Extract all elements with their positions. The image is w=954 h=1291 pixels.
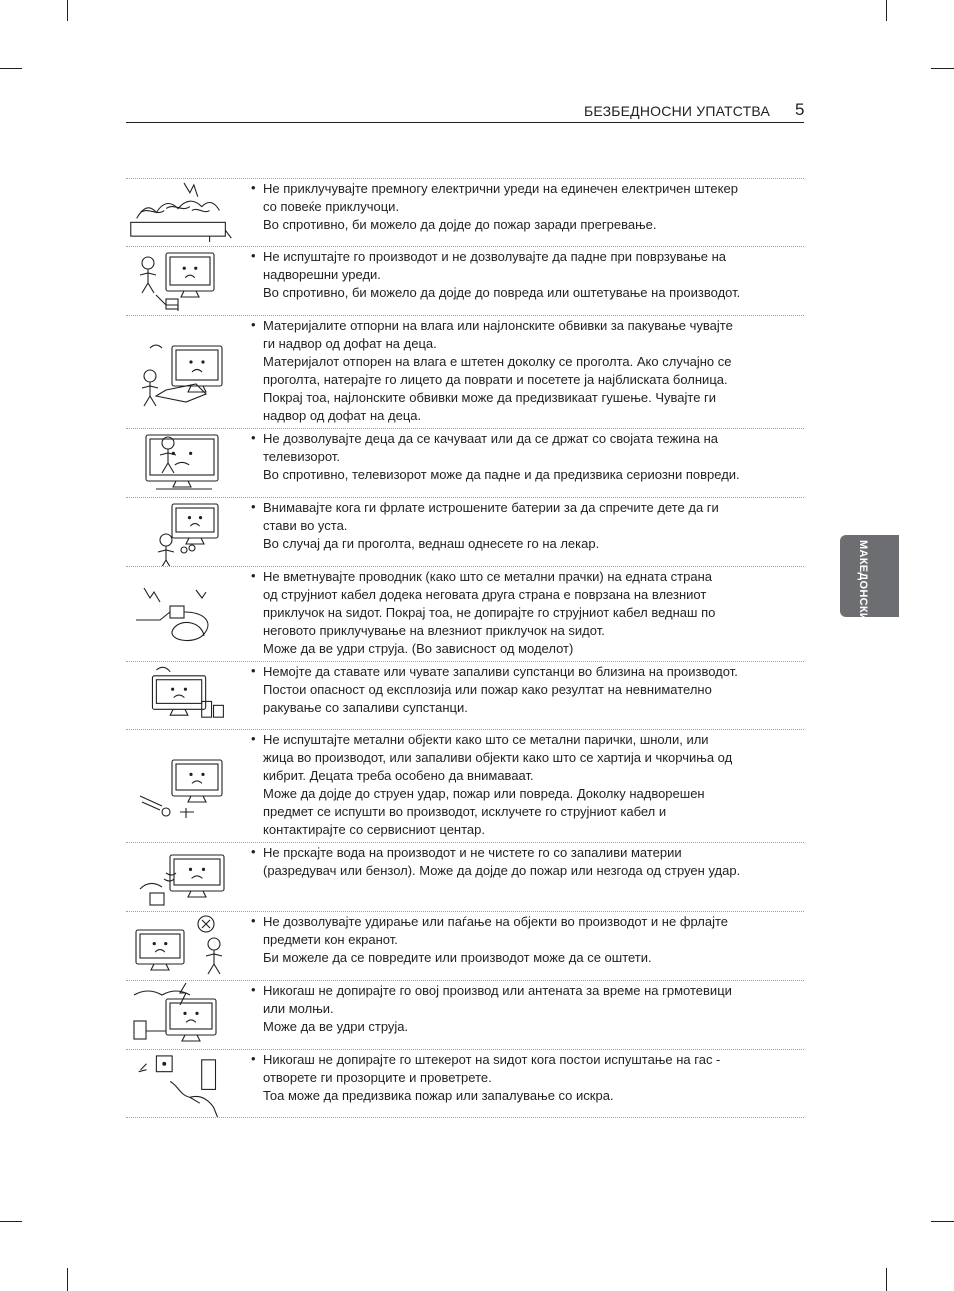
safety-row [126, 729, 804, 842]
water-spray-icon [126, 843, 238, 911]
safety-text [248, 567, 804, 658]
flammable-substances-icon [126, 662, 238, 729]
power-cord-conductor-icon [126, 567, 238, 661]
safety-row [126, 246, 804, 315]
safety-text-line: предмети кон екранот. [263, 932, 398, 947]
safety-text [248, 429, 804, 484]
safety-row [126, 566, 804, 661]
safety-text-line: Не приклучувајте премногу електрични уреди на единечен електричен штекер [263, 181, 738, 196]
safety-text [248, 498, 804, 553]
bullet-icon: • [251, 180, 256, 195]
safety-text-line: Во спротивно, телевизорот може да падне и да предизвика сериозни повреди. [263, 467, 740, 482]
language-tab [840, 535, 899, 622]
bullet-icon: • [251, 913, 256, 928]
child-climbing-tv-icon [126, 429, 238, 497]
safety-row [126, 428, 804, 497]
bullet-icon: • [251, 844, 256, 859]
bullet-icon: • [251, 1051, 256, 1066]
child-batteries-icon [126, 498, 238, 566]
safety-text [248, 912, 804, 967]
safety-text-line: Покрај тоа, најлонските обвивки може да предизвикаат гушење. Чувајте ги [263, 390, 717, 405]
safety-text-line: телевизорот. [263, 449, 340, 464]
safety-text-line: Материјалите отпорни на влага или најлонските обвивки за пакување чувајте [263, 318, 733, 333]
safety-text-line: Внимавајте кога ги фрлате истрошените батерии за да спречите дете да ги [263, 500, 719, 515]
safety-text-line: жица во производот, или запаливи објекти како што се хартија и чкорчиња од [263, 750, 733, 765]
safety-text-line: Во спротивно, би можело да дојде до пожар заради прегревање. [263, 217, 657, 232]
safety-text-line: од струјниот кабел додека неговата друга страна е поврзана на влезниот [263, 587, 707, 602]
bullet-icon: • [251, 430, 256, 445]
crop-mark [931, 68, 954, 69]
safety-text [248, 316, 804, 425]
safety-text-line: Не дозволувајте удирање или паѓање на објекти во производот и не фрлајте [263, 914, 729, 929]
safety-text-line: неговото приклучување на влезниот приклучок на ѕидот. [263, 623, 605, 638]
safety-text [248, 247, 804, 302]
safety-text-line: Немојте да ставате или чувате запаливи супстанци во близина на производот. [263, 664, 738, 679]
safety-text-line: надвор од дофат на деца. [263, 408, 422, 423]
ball-impact-icon [126, 912, 238, 980]
safety-text-line: кибрит. Децата треба особено да внимаваат. [263, 768, 534, 783]
safety-text [248, 1050, 804, 1105]
safety-text-line: проголта, натерајте го лицето да поврати и посетете ја најблиската болница. [263, 372, 728, 387]
safety-row [126, 1049, 804, 1118]
crop-mark [931, 1221, 954, 1222]
falling-device-icon [126, 247, 238, 315]
bullet-icon: • [251, 248, 256, 263]
safety-row [126, 980, 804, 1049]
safety-row [126, 842, 804, 911]
crop-mark [67, 1268, 68, 1291]
lightning-storm-icon [126, 981, 238, 1049]
safety-text-line: Тоа може да предизвика пожар или запалување со искра. [263, 1088, 614, 1103]
safety-text-line: Не дозволувајте деца да се качуваат или да се држат со својата тежина на [263, 431, 718, 446]
safety-text-line: Не испуштајте метални објекти како што се метални парички, шноли, или [263, 732, 709, 747]
safety-text-line: со повеќе приклучоци. [263, 199, 400, 214]
overloaded-outlet-icon [126, 179, 238, 246]
safety-text-line: Никогаш не допирајте го штекерот на ѕидот кога постои испуштање на гас - [263, 1052, 721, 1067]
gas-leak-plug-icon [126, 1050, 238, 1117]
safety-table [126, 178, 804, 1118]
safety-text-line: Не вметнувајте проводник (како што се метални прачки) на едната страна [263, 569, 712, 584]
safety-text-line: или молњи. [263, 1001, 334, 1016]
safety-text-line: отворете ги прозорците и проветрете. [263, 1070, 492, 1085]
bullet-icon: • [251, 499, 256, 514]
crop-mark [0, 68, 22, 69]
safety-text-line: надворешни уреди. [263, 267, 381, 282]
safety-text [248, 730, 804, 839]
metal-objects-icon [126, 730, 238, 842]
bullet-icon: • [251, 663, 256, 678]
header-rule [126, 122, 804, 123]
crop-mark [67, 0, 68, 21]
safety-text-line: (разредувач или бензол). Може да дојде до пожар или незгода од струен удар. [263, 863, 741, 878]
safety-text [248, 981, 804, 1036]
safety-text-line: Не испуштајте го производот и не дозволувајте да падне при поврзување на [263, 249, 727, 264]
safety-text-line: Може да дојде до струен удар, пожар или повреда. Доколку надворешен [263, 786, 705, 801]
safety-text-line: Постои опасност од експлозија или пожар како резултат на невнимателно [263, 682, 712, 697]
safety-text-line: Во случај да ги проголта, веднаш однесете го на лекар. [263, 536, 600, 551]
language-tab-label: МАКЕДОНСКИ [857, 540, 869, 622]
safety-row [126, 911, 804, 980]
safety-text-line: Материјалот отпорен на влага е штетен доколку се проголта. Ако случајно се [263, 354, 732, 369]
crop-mark [886, 0, 887, 21]
child-plastic-bag-icon [126, 316, 238, 428]
safety-text-line: ракување со запаливи супстанци. [263, 700, 468, 715]
bullet-icon: • [251, 982, 256, 997]
safety-text [248, 843, 804, 880]
safety-row [126, 661, 804, 729]
safety-text [248, 179, 804, 234]
crop-mark [886, 1268, 887, 1291]
bullet-icon: • [251, 731, 256, 746]
safety-row [126, 497, 804, 566]
safety-text-line: предмет се испушти во производот, исклучете го струјниот кабел и [263, 804, 667, 819]
safety-text-line: Би можеле да се повредите или производот може да се оштети. [263, 950, 652, 965]
bullet-icon: • [251, 317, 256, 332]
crop-mark [0, 1221, 22, 1222]
safety-row [126, 315, 804, 428]
safety-text-line: Во спротивно, би можело да дојде до повреда или оштетување на производот. [263, 285, 741, 300]
safety-text-line: контактирајте со сервисниот центар. [263, 822, 485, 837]
safety-text-line: Не прскајте вода на производот и не чистете го со запаливи материи [263, 845, 682, 860]
safety-text-line: Никогаш не допирајте го овој производ или антената за време на грмотевици [263, 983, 732, 998]
bullet-icon: • [251, 568, 256, 583]
safety-text-line: стави во уста. [263, 518, 348, 533]
header-title: БЕЗБЕДНОСНИ УПАТСТВА [583, 103, 770, 119]
safety-text [248, 662, 804, 717]
safety-text-line: Може да ве удри струја. [263, 1019, 409, 1034]
safety-text-line: ги надвор од дофат на деца. [263, 336, 437, 351]
safety-row [126, 178, 804, 246]
page-number: 5 [795, 100, 805, 119]
safety-text-line: Може да ве удри струја. (Во зависност од моделот) [263, 641, 574, 656]
safety-text-line: приклучок на ѕидот. Покрај тоа, не допирајте го струјниот кабел веднаш по [263, 605, 716, 620]
